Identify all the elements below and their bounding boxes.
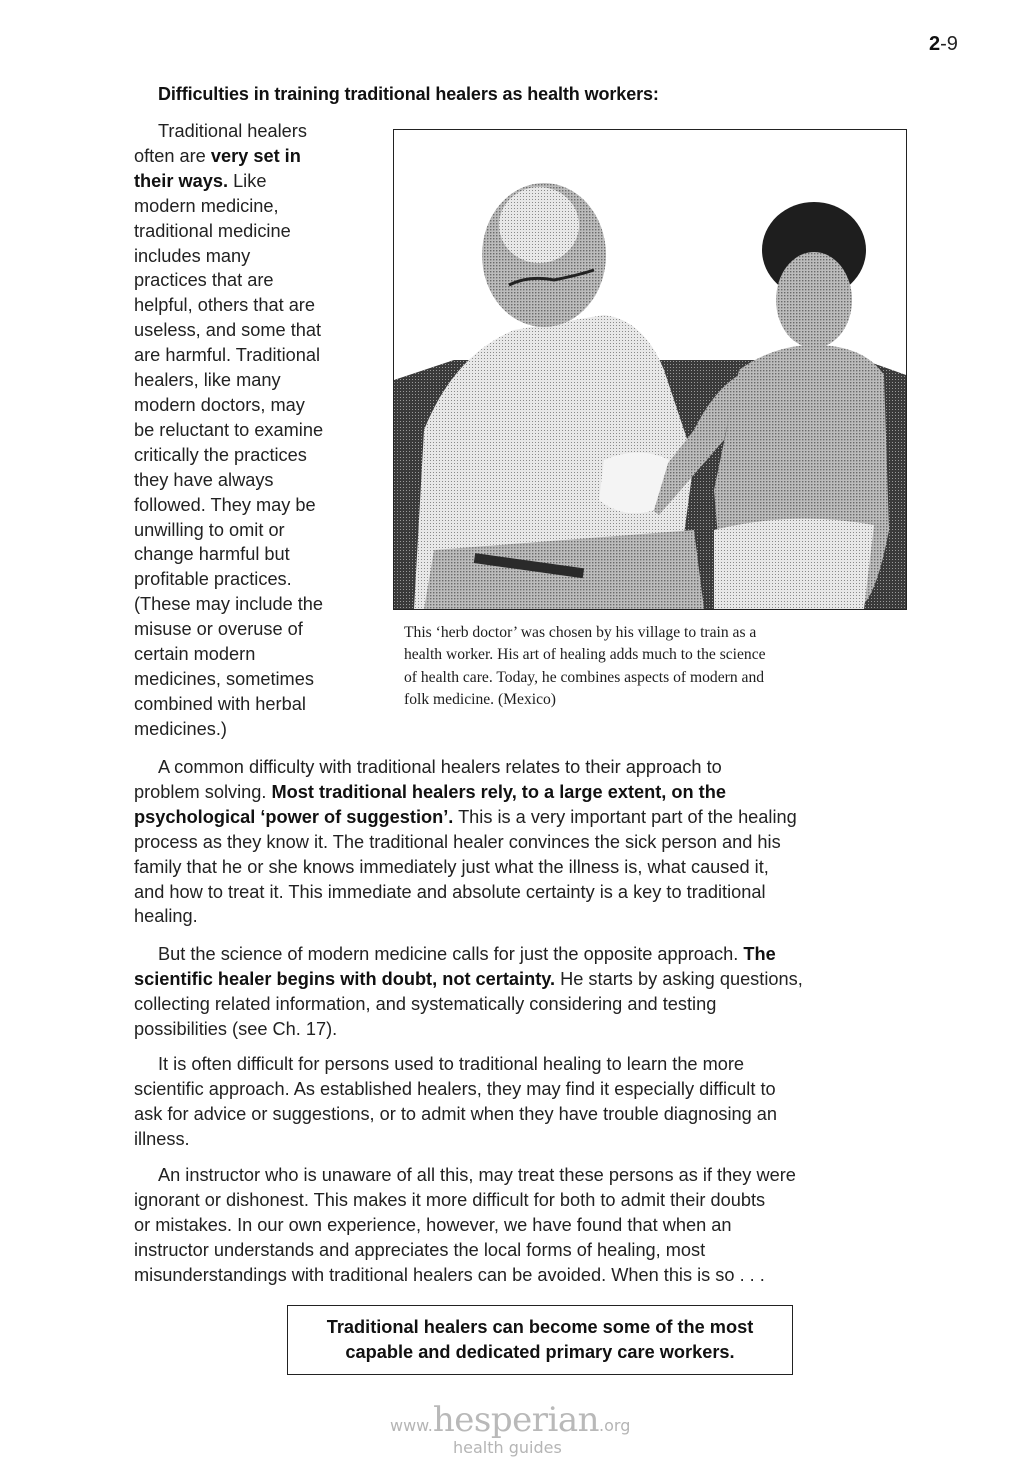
- text-line: [134, 144, 374, 169]
- text-line: [134, 169, 374, 194]
- text-line: collecting related information, and systematically considering and testing: [134, 993, 717, 1014]
- text-line: ignorant or dishonest. This makes it more difficult for both to admit their doubts: [134, 1189, 766, 1210]
- text-line: instructor understands and appreciates the local forms of healing, most: [134, 1239, 706, 1260]
- text-line: (These may include the: [134, 594, 324, 615]
- text-line: Traditional healers: [158, 121, 307, 141]
- text-line: profitable practices.: [134, 569, 292, 590]
- footer-www: www.: [390, 1416, 433, 1435]
- emphasis-text: their ways.: [134, 170, 229, 191]
- text-line: traditional medicine: [134, 220, 291, 241]
- text-run: But the science of modern medicine calls for just the opposite approach.: [158, 944, 744, 964]
- text-run: often are: [134, 145, 211, 166]
- text-run: problem solving.: [134, 781, 272, 802]
- callout-box: [287, 1305, 793, 1375]
- text-line: misunderstandings with traditional healers can be avoided. When this is so . . .: [134, 1264, 765, 1285]
- text-line: useless, and some that: [134, 320, 322, 341]
- text-line: [134, 780, 944, 805]
- text-line: [134, 967, 944, 992]
- text-run: This is a very important part of the healing: [453, 806, 797, 827]
- text-line: An instructor who is unaware of all this, may treat these persons as if they were: [158, 1165, 796, 1185]
- emphasis-text: very set in: [210, 145, 301, 166]
- text-line: unwilling to omit or: [134, 519, 285, 540]
- emphasis-text: The: [743, 944, 776, 964]
- text-line: scientific approach. As established healers, they may find it especially difficult to: [134, 1078, 776, 1099]
- text-line: and how to treat it. This immediate and absolute certainty is a key to traditional: [134, 881, 766, 902]
- callout-line: capable and dedicated primary care workers.: [345, 1342, 735, 1362]
- emphasis-text: scientific healer begins with doubt, not certainty.: [134, 968, 556, 989]
- paragraph-instructor: [134, 1163, 944, 1288]
- callout-line: Traditional healers can become some of the most: [326, 1317, 754, 1337]
- text-line: [134, 942, 944, 967]
- paragraph-scientific-healer: [134, 942, 944, 1042]
- photo-caption: [404, 622, 904, 711]
- text-line: certain modern: [134, 644, 256, 665]
- text-line: ask for advice or suggestions, or to admit when they have trouble diagnosing an: [134, 1103, 778, 1124]
- text-line: illness.: [134, 1128, 190, 1149]
- boy-face-shape: [776, 252, 852, 348]
- photo-illustration: [394, 130, 906, 609]
- text-line: or mistakes. In our own experience, however, we have found that when an: [134, 1214, 732, 1235]
- text-line: modern medicine,: [134, 195, 279, 216]
- footer-tagline: health guides: [453, 1438, 562, 1457]
- hesperian-footer-logo[interactable]: [390, 1400, 631, 1457]
- caption-line: of health care. Today, he combines aspects of modern and: [404, 668, 765, 686]
- text-line: medicines.): [134, 718, 227, 739]
- text-line: combined with herbal: [134, 693, 306, 714]
- text-line: are harmful. Traditional: [134, 345, 321, 366]
- text-run: He starts by asking questions,: [555, 968, 803, 989]
- page-suffix: -9: [940, 33, 958, 55]
- emphasis-text: psychological ‘power of suggestion’.: [134, 806, 454, 827]
- herb-doctor-photo: [393, 129, 907, 610]
- paragraph-power-of-suggestion: [134, 755, 944, 929]
- paragraph-learning-difficulty: [134, 1052, 944, 1152]
- text-line: critically the practices: [134, 444, 307, 465]
- text-line: practices that are: [134, 270, 274, 291]
- text-line: process as they know it. The traditional healer convinces the sick person and his: [134, 831, 781, 852]
- text-line: change harmful but: [134, 544, 290, 565]
- section-heading: Difficulties in training traditional healers as health workers:: [158, 84, 659, 104]
- text-line: [134, 805, 944, 830]
- side-column-text: [134, 119, 374, 742]
- text-line: misuse or overuse of: [134, 619, 303, 640]
- text-line: followed. They may be: [134, 494, 316, 515]
- caption-line: This ‘herb doctor’ was chosen by his village to train as a: [404, 624, 757, 641]
- text-line: modern doctors, may: [134, 394, 305, 415]
- footer-brand: hesperian: [432, 1400, 600, 1440]
- chapter-number: 2: [929, 33, 941, 55]
- text-run: Like: [228, 170, 267, 191]
- text-line: they have always: [134, 469, 274, 490]
- text-line: healers, like many: [134, 370, 281, 391]
- text-line: A common difficulty with traditional healers relates to their approach to: [158, 757, 722, 777]
- emphasis-text: Most traditional healers rely, to a large extent, on the: [271, 781, 726, 802]
- text-line: It is often difficult for persons used to traditional healing to learn the more: [158, 1054, 745, 1074]
- footer-tld: .org: [599, 1416, 631, 1435]
- text-line: healing.: [134, 906, 198, 927]
- text-line: family that he or she knows immediately just what the illness is, what caused it,: [134, 856, 769, 877]
- text-line: possibilities (see Ch. 17).: [134, 1018, 338, 1039]
- caption-line: folk medicine. (Mexico): [404, 690, 556, 708]
- text-line: includes many: [134, 245, 251, 266]
- text-line: helpful, others that are: [134, 295, 315, 316]
- caption-line: health worker. His art of healing adds much to the science: [404, 646, 766, 664]
- page-number: [929, 33, 958, 56]
- text-line: be reluctant to examine: [134, 419, 324, 440]
- text-line: medicines, sometimes: [134, 668, 314, 689]
